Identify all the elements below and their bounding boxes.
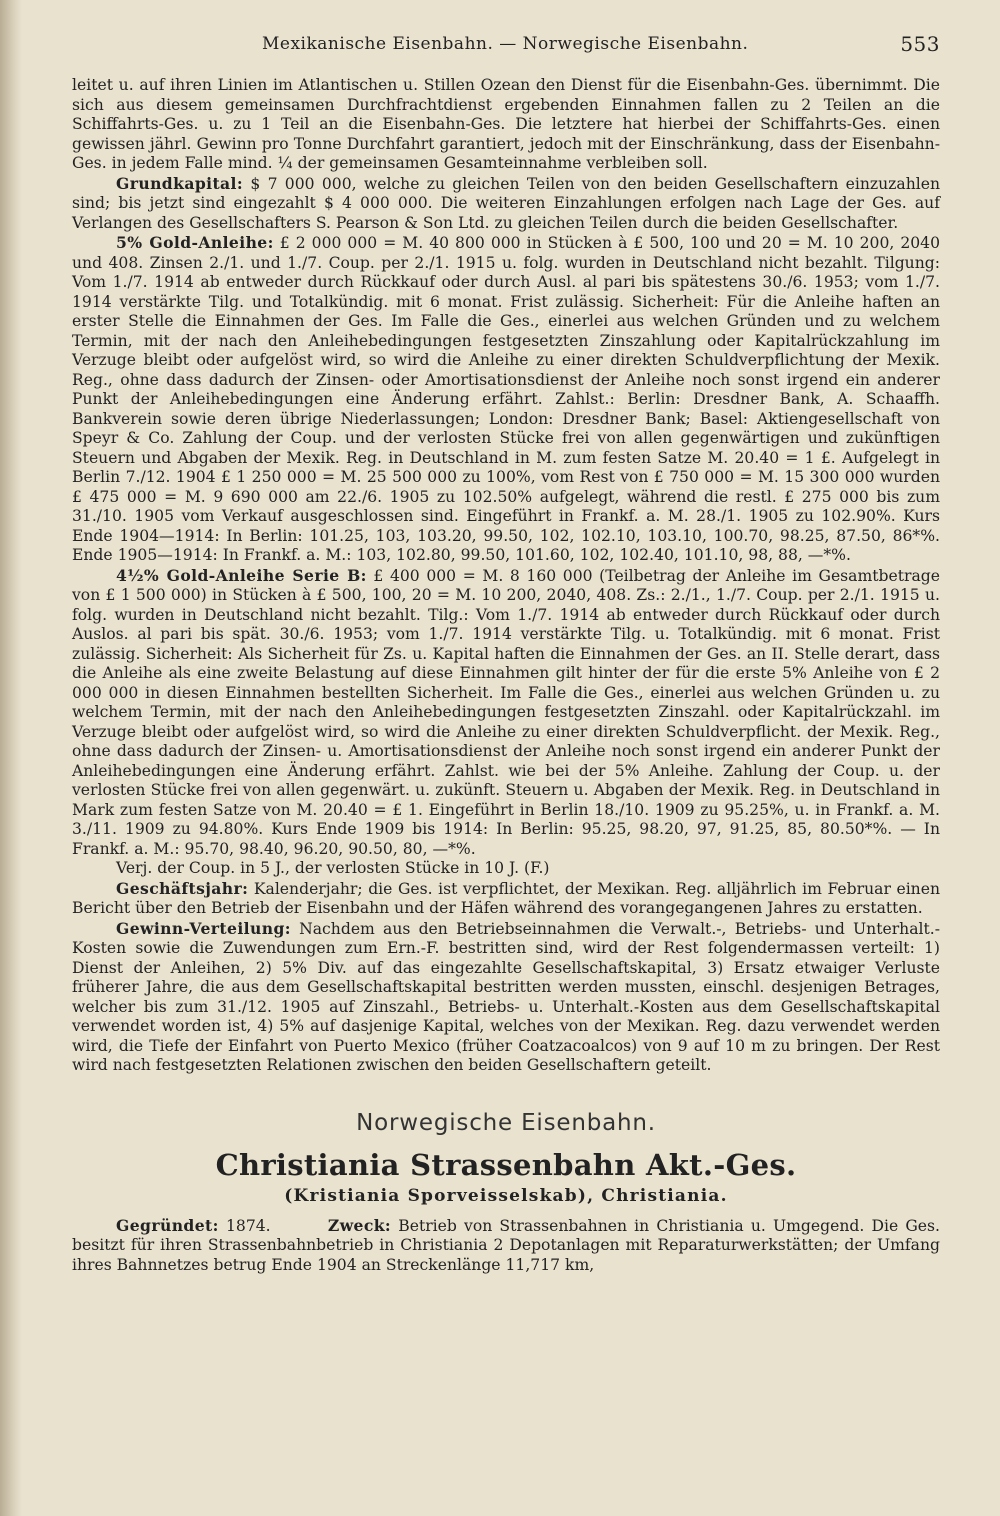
paragraph-gewinn-verteilung bbox=[72, 919, 940, 1076]
section-heading: Norwegische Eisenbahn. bbox=[356, 1109, 656, 1136]
company-body bbox=[72, 1216, 940, 1276]
label-zweck: Zweck: bbox=[327, 1215, 392, 1235]
text-grundkapital: $ 7 000 000, welche zu gleichen Teilen von den beiden Gesellschaftern einzuzahlen sind; bis jetzt sind eingezahlt $ 4 000 000. Die weiteren Einzahlungen erfolgen nach Lage der Ges. auf Verlangen des Gesellschafters S. Pearson & Son Ltd. zu gleichen Teilen durch die beiden Gesellschafter. bbox=[72, 174, 940, 232]
label-gegruendet: Gegründet: bbox=[116, 1215, 219, 1235]
text-gewinn-verteilung: Nachdem aus den Betriebseinnahmen die Verwalt.-, Betriebs- und Unterhalt.-Kosten sowie die Zuwendungen zum Ern.-F. bestritten sind, wird der Rest folgendermassen verteilt: 1) Dienst der Anleihen, 2) 5% Div. auf das eingezahlte Gesellschaftskapital, 3) Ersatz etwaiger Verluste früherer Jahre, die aus dem Gesellschaftskapital bestritten werden mussten, einschl. desjenigen Betrages, welcher bis zum 31./12. 1905 auf Zinszahl., Betriebs- u. Unterhalt.-Kosten aus dem Gesellschaftskapital verwendet worden ist, 4) 5% auf dasjenige Kapital, welches von der Mexikan. Reg. dazu verwendet werden wird, die Tiefe der Einfahrt von Puerto Mexico (früher Coatzacoalcos) von 9 auf 10 m zu bringen. Der Rest wird nach festgesetzten Relationen zwischen den beiden Gesellschaftern geteilt. bbox=[72, 919, 940, 1074]
label-gold-anleihe-serie-b: 4½% Gold-Anleihe Serie B: bbox=[116, 565, 367, 585]
text-zweck: Betrieb von Strassenbahnen in Christiania u. Umgegend. Die Ges. besitzt für ihren Strassenbahnbetrieb in Christiania 2 Depotanlagen mit Reparaturwerkstätten; der Umfang ihres Bahnnetzes betrug Ende 1904 an Streckenlänge 11,717 km, bbox=[72, 1216, 940, 1274]
paragraph-gold-anleihe-serie-b bbox=[72, 566, 940, 860]
paragraph-verjaehrung: Verj. der Coup. in 5 J., der verlosten Stücke in 10 J. (F.) bbox=[116, 859, 550, 877]
running-title: Mexikanische Eisenbahn. — Norwegische Eisenbahn. bbox=[262, 34, 749, 54]
label-gewinn-verteilung: Gewinn-Verteilung: bbox=[116, 918, 291, 938]
running-header bbox=[72, 30, 940, 60]
text-gold-anleihe-serie-b: £ 400 000 = M. 8 160 000 (Teilbetrag der Anleihe im Gesamtbetrage von £ 1 500 000) in Stücken à £ 500, 100, 20 = M. 10 200, 2040, 408. Zs.: 2./1., 1./7. Coup. per 2./1. 1915 u. folg. wurden in Deutschland nicht bezahlt. Tilg.: Vom 1./7. 1914 ab entweder durch Rückkauf oder durch Auslos. al pari bis spät. 30./6. 1953; vom 1./7. 1914 verstärkte Tilg. u. Totalkündig. mit 6 monat. Frist zulässig. Sicherheit: Als Sicherheit für Zs. u. Kapital haften die Einnahmen der Ges. an II. Stelle derart, dass die Anleihe als eine zweite Belastung auf diese Einnahmen gilt hinter der für die erste 5% Anleihe von £ 2 000 000 in diesen Einnahmen bestellten Sicherheit. Im Falle die Ges., einerlei aus welchen Gründen u. zu welchem Termin, mit der nach den Anleihebedingungen festgesetzten Zinszahl. oder Kapitalrückzahl. im Verzuge bleibt oder aufgelöst wird, so wird die Anleihe zu einer direkten Schuldverpflicht. der Mexik. Reg., ohne dass dadurch der Zinsen- u. Amortisationsdienst der Anleihe noch sonst irgend ein anderer Punkt der Anleihebedingungen eine Änderung erfährt. Zahlst. wie bei der 5% Anleihe. Zahlung der Coup. u. der verlosten Stücke frei von allen gegenwärt. u. zukünft. Steuern u. Abgaben der Mexik. Reg. in Deutschland in Mark zum festen Satze von M. 20.40 = £ 1. Eingeführt in Berlin 18./10. 1909 zu 95.25%, u. in Frankf. a. M. 3./11. 1909 zu 94.80%. Kurs Ende 1909 bis 1914: In Berlin: 95.25, 98.20, 97, 91.25, 85, 80.50*%. — In Frankf. a. M.: 95.70, 98.40, 96.20, 90.50, 80, —*%. bbox=[72, 566, 940, 858]
text-gold-anleihe: £ 2 000 000 = M. 40 800 000 in Stücken à £ 500, 100 und 20 = M. 10 200, 2040 und 408. Zinsen 2./1. und 1./7. Coup. per 2./1. 1915 u. folg. wurden in Deutschland nicht bezahlt. Tilgung: Vom 1./7. 1914 ab entweder durch Rückkauf oder durch Ausl. al pari bis spätestens 30./6. 1953; vom 1./7. 1914 verstärkte Tilg. und Totalkündig. mit 6 monat. Frist zulässig. Sicherheit: Für die Anleihe haften an erster Stelle die Einnahmen der Ges. Im Falle die Ges., einerlei aus welchen Gründen und zu welchem Termin, mit der nach den Anleihebedingungen festgesetzten Zinszahlung oder Kapitalrückzahlung im Verzuge bleibt oder aufgelöst wird, so wird die Anleihe zu einer direkten Schuldverpflichtung der Mexik. Reg., ohne dass dadurch der Zinsen- oder Amortisationsdienst der Anleihe noch sonst irgend ein anderer Punkt der Anleihebedingungen eine Änderung erfährt. Zahlst.: Berlin: Dresdner Bank, A. Schaaffh. Bankverein sowie deren übrige Niederlassungen; London: Dresdner Bank; Basel: Aktiengesellschaft von Speyr & Co. Zahlung der Coup. und der verlosten Stücke frei von allen gegenwärtigen und zukünftigen Steuern und Abgaben der Mexik. Reg. in Deutschland in M. zum festen Satze M. 20.40 = 1 £. Aufgelegt in Berlin 7./12. 1904 £ 1 250 000 = M. 25 500 000 zu 100%, vom Rest von £ 750 000 = M. 15 300 000 wurden £ 475 000 = M. 9 690 000 am 22./6. 1905 zu 102.50% aufgelegt, während die restl. £ 275 000 bis zum 31./10. 1905 vom Verkauf ausgeschlossen sind. Eingeführt in Frankf. a. M. 28./1. 1905 zu 102.90%. Kurs Ende 1904—1914: In Berlin: 101.25, 103, 103.20, 99.50, 102, 102.10, 103.10, 100.70, 98.25, 87.50, 86*%. Ende 1905—1914: In Frankf. a. M.: 103, 102.80, 99.50, 101.60, 102, 102.40, 101.10, 98, 88, —*%. bbox=[72, 234, 941, 564]
label-grundkapital: Grundkapital: bbox=[116, 173, 244, 193]
text-geschaeftsjahr: Kalenderjahr; die Ges. ist verpflichtet, der Mexikan. Reg. alljährlich im Februar einen Bericht über den Betrieb der Eisenbahn und der Häfen während des vorangegangenen Jahres zu erstatten. bbox=[72, 879, 940, 917]
page-number: 553 bbox=[900, 32, 940, 56]
paragraph-continuation: leitet u. auf ihren Linien im Atlantischen u. Stillen Ozean den Dienst für die Eisenbahn-Ges. übernimmt. Die sich aus diesem gemeinsamen Durchfrachtdienst ergebenden Einnahmen fallen zu 2 Teilen an die Schiffahrts-Ges. u. zu 1 Teil an die Eisenbahn-Ges. Die letztere hat hierbei der Schiffahrts-Ges. einen gewissen jährl. Gewinn pro Tonne Durchfahrt garantiert, jedoch mit der Einschränkung, dass der Eisenbahn-Ges. in jedem Falle mind. ¼ der gemeinsamen Gesamteinnahme verbleiben soll. bbox=[72, 76, 940, 172]
page bbox=[72, 30, 940, 1275]
paragraph-founded-purpose bbox=[72, 1216, 940, 1276]
article-body bbox=[72, 76, 940, 1076]
label-geschaeftsjahr: Geschäftsjahr: bbox=[116, 878, 249, 898]
paragraph-geschaeftsjahr bbox=[72, 879, 940, 919]
company-subtitle: (Kristiania Sporveisselskab), Christiania. bbox=[284, 1185, 728, 1206]
text-gegruendet: 1874. bbox=[218, 1216, 271, 1235]
book-spine-shadow bbox=[0, 0, 22, 1516]
paragraph-gold-anleihe bbox=[72, 233, 940, 566]
paragraph-grundkapital bbox=[72, 174, 940, 234]
company-name: Christiania Strassenbahn Akt.-Ges. bbox=[215, 1147, 797, 1182]
label-gold-anleihe: 5% Gold-Anleihe: bbox=[116, 233, 274, 252]
